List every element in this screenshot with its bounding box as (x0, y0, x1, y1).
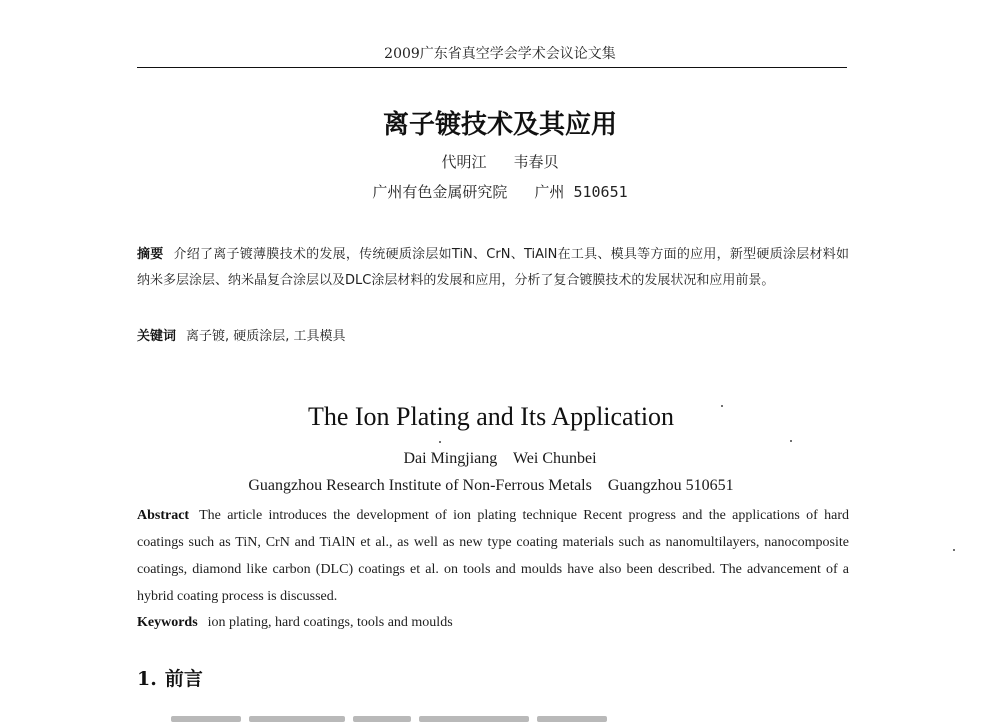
chinese-title: 离子镀技术及其应用 (382, 110, 617, 140)
cut-off-text-line (137, 712, 617, 723)
english-abstract (137, 502, 849, 610)
english-affiliation: Guangzhou Research Institute of Non-Ferrous Metals Guangzhou 510651 (248, 477, 734, 494)
scan-speck (439, 441, 441, 443)
chinese-abstract (137, 242, 849, 294)
chinese-keywords-text: 离子镀, 硬质涂层, 工具模具 (186, 329, 346, 344)
scan-speck (953, 549, 955, 551)
chinese-keywords (137, 324, 849, 350)
chinese-keywords-label: 关键词 (137, 329, 177, 344)
scan-speck (790, 440, 792, 442)
chinese-abstract-label: 摘要 (137, 247, 164, 262)
chinese-affiliation: 广州有色金属研究院 广州 510651 (372, 183, 628, 201)
english-title: The Ion Plating and Its Application (307, 402, 675, 431)
scan-speck (721, 405, 723, 407)
english-keywords-text: ion plating, hard coatings, tools and moulds (207, 615, 453, 630)
chinese-authors: 代明江 韦春贝 (441, 153, 559, 171)
english-keywords (137, 610, 849, 636)
section-heading (137, 664, 203, 691)
section-title: 前言 (164, 668, 203, 690)
english-abstract-label: Abstract (137, 508, 190, 523)
chinese-abstract-text: 介绍了离子镀薄膜技术的发展，传统硬质涂层如TiN、CrN、TiAlN在工具、模具等方面的应用，新型硬质涂层材料如纳米多层涂层、纳米晶复合涂层以及DLC涂层材料的发展和应用，分析了复合镀膜技术的发展状况和应用前景。 (137, 247, 849, 288)
english-abstract-text: The article introduces the development of ion plating technique Recent progress and the applications of hard coatings such as TiN, CrN and TiAlN et al., as well as new type coating materials such as nanomultilayers, nanocomposite coatings, diamond like carbon (DLC) coatings et al. on tools and moulds have also been described. The advancement of a hybrid coating process is discussed. (137, 508, 849, 604)
english-authors: Dai Mingjiang Wei Chunbei (403, 450, 597, 467)
section-number: 1. (137, 668, 157, 690)
header-rule (137, 67, 847, 68)
running-header: 2009广东省真空学会学术会议论文集 (384, 46, 616, 62)
english-keywords-label: Keywords (137, 615, 198, 630)
